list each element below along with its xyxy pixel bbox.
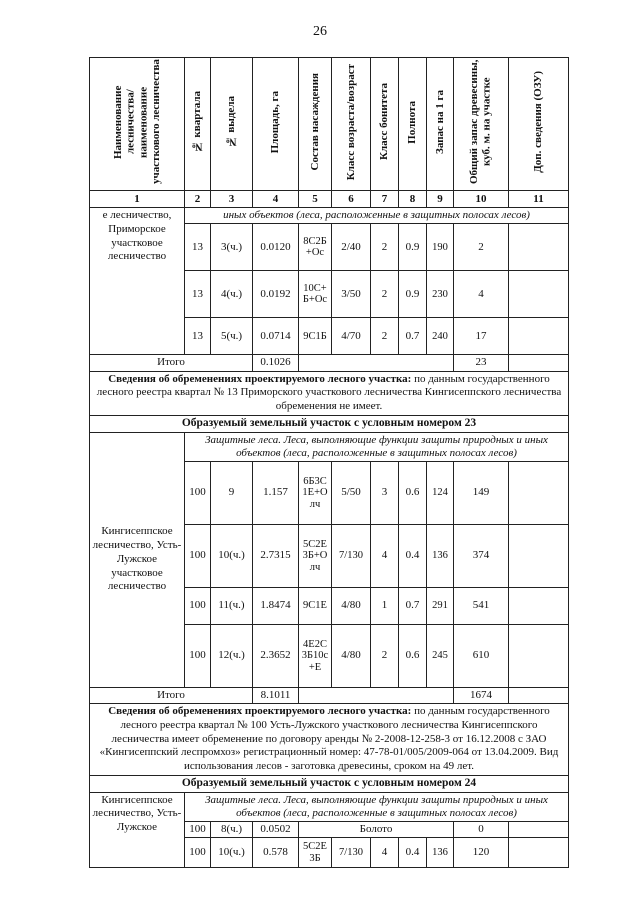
total-stock-cell: 541 [454, 587, 509, 624]
quarter-cell: 13 [185, 271, 211, 318]
total-stock-cell: 2 [454, 224, 509, 271]
bonitet-cell: 1 [371, 587, 399, 624]
density-cell: 0.4 [399, 838, 427, 868]
quarter-cell: 13 [185, 318, 211, 355]
plot-cell: 4(ч.) [211, 271, 253, 318]
age-cell: 3/50 [332, 271, 371, 318]
forestry-name: Кингисеппское лесничество, Усть-Лужское [90, 792, 185, 868]
col-num: 10 [454, 191, 509, 208]
extra-info-cell [509, 271, 569, 318]
header-quarter: № квартала [185, 58, 211, 191]
col-num: 2 [185, 191, 211, 208]
total-stock-cell: 4 [454, 271, 509, 318]
bonitet-cell: 2 [371, 224, 399, 271]
empty-cell [509, 355, 569, 371]
col-num: 7 [371, 191, 399, 208]
plot-cell: 10(ч.) [211, 838, 253, 868]
area-cell: 0.0120 [253, 224, 299, 271]
column-number-row [90, 191, 569, 208]
extra-info-cell [509, 838, 569, 868]
col-num: 9 [427, 191, 454, 208]
encumbrance-row [90, 371, 569, 415]
density-cell: 0.9 [399, 224, 427, 271]
age-cell: 4/80 [332, 624, 371, 687]
header-total-stock: Общий запас древесины, куб. м. на участке [454, 58, 509, 191]
empty-cell [509, 687, 569, 703]
header-area: Площадь, га [253, 58, 299, 191]
col-num: 6 [332, 191, 371, 208]
composition-cell: 9С1Е [299, 587, 332, 624]
plot-cell: 5(ч.) [211, 318, 253, 355]
section-title: Образуемый земельный участок с условным номером 24 [90, 775, 569, 792]
plot-cell: 12(ч.) [211, 624, 253, 687]
header-row [90, 58, 569, 191]
total-stock-cell: 0 [454, 822, 509, 838]
col-num: 4 [253, 191, 299, 208]
composition-cell: 8С2Б+Ос [299, 224, 332, 271]
bonitet-cell: 3 [371, 461, 399, 524]
composition-cell: 9С1Б [299, 318, 332, 355]
header-density: Полнота [399, 58, 427, 191]
plot-cell: 11(ч.) [211, 587, 253, 624]
encumbrance-row [90, 704, 569, 776]
quarter-cell: 100 [185, 624, 211, 687]
area-cell: 1.157 [253, 461, 299, 524]
total-area: 0.1026 [253, 355, 299, 371]
density-cell: 0.9 [399, 271, 427, 318]
age-cell: 2/40 [332, 224, 371, 271]
area-cell: 0.0714 [253, 318, 299, 355]
area-cell: 0.0502 [253, 822, 299, 838]
bonitet-cell: 2 [371, 624, 399, 687]
composition-cell: 4Е2С3Б10с+Е [299, 624, 332, 687]
forestry-name: е лесничество, Приморское участковое лесничество [90, 208, 185, 355]
col-num: 1 [90, 191, 185, 208]
table-row [90, 432, 569, 461]
area-cell: 0.578 [253, 838, 299, 868]
section-title-row [90, 415, 569, 432]
total-label: Итого [90, 687, 253, 703]
density-cell: 0.7 [399, 587, 427, 624]
extra-info-cell [509, 822, 569, 838]
area-cell: 2.7315 [253, 524, 299, 587]
header-composition: Состав насаждения [299, 58, 332, 191]
header-bonitet: Класс бонитета [371, 58, 399, 191]
total-stock-cell: 17 [454, 318, 509, 355]
header-extra-info: Доп. сведения (ОЗУ) [509, 58, 569, 191]
plot-cell: 9 [211, 461, 253, 524]
stock-per-ha-cell: 245 [427, 624, 454, 687]
age-cell: 5/50 [332, 461, 371, 524]
age-cell: 4/70 [332, 318, 371, 355]
stock-per-ha-cell: 240 [427, 318, 454, 355]
quarter-cell: 100 [185, 822, 211, 838]
plot-cell: 8(ч.) [211, 822, 253, 838]
col-num: 8 [399, 191, 427, 208]
section-title: Образуемый земельный участок с условным номером 23 [90, 415, 569, 432]
empty-cell [299, 355, 454, 371]
quarter-cell: 100 [185, 587, 211, 624]
extra-info-cell [509, 524, 569, 587]
table-row [90, 208, 569, 224]
density-cell: 0.4 [399, 524, 427, 587]
encumbrance-info: Сведения об обременениях проектируемого лесного участка: по данным государственного лесного реестра квартал № 100 Усть-Лужского участкового лесничества Кингисеппского лесничества имеет обременение по договору аренды № 2-2008-12-258-3 от 16.12.2008 с ЗАО «Кингисеппский леспромхоз» регистрационный номер: 47-78-01/005/2009-064 от 13.04.2009. Вид использования лесов - заготовка древесины, сроком на 49 лет. [90, 704, 569, 776]
stock-per-ha-cell: 124 [427, 461, 454, 524]
forestry-name: Кингисеппское лесничество, Усть-Лужское участковое лесничество [90, 432, 185, 687]
header-plot: № выдела [211, 58, 253, 191]
bonitet-cell: 2 [371, 318, 399, 355]
total-row [90, 355, 569, 371]
protection-category: Защитные леса. Леса, выполняющие функции защиты природных и иных объектов (леса, расположенные в защитных полосах лесов) [185, 792, 569, 821]
age-cell: 7/130 [332, 838, 371, 868]
total-stock-cell: 610 [454, 624, 509, 687]
land-type-cell: Болото [299, 822, 454, 838]
area-cell: 1.8474 [253, 587, 299, 624]
total-volume: 23 [454, 355, 509, 371]
quarter-cell: 100 [185, 461, 211, 524]
plot-cell: 3(ч.) [211, 224, 253, 271]
header-stock-per-ha: Запас на 1 га [427, 58, 454, 191]
density-cell: 0.6 [399, 624, 427, 687]
col-num: 11 [509, 191, 569, 208]
stock-per-ha-cell: 190 [427, 224, 454, 271]
encumbrance-info: Сведения об обременениях проектируемого лесного участка: по данным государственного лесного реестра квартал № 13 Приморского участкового лесничества Кингисеппского лесничества обременения не имеет. [90, 371, 569, 415]
stock-per-ha-cell: 136 [427, 838, 454, 868]
forest-plots-table [89, 57, 569, 868]
composition-cell: 5С2Е3Б [299, 838, 332, 868]
extra-info-cell [509, 624, 569, 687]
bonitet-cell: 4 [371, 524, 399, 587]
stock-per-ha-cell: 291 [427, 587, 454, 624]
area-cell: 0.0192 [253, 271, 299, 318]
quarter-cell: 100 [185, 524, 211, 587]
header-age-class: Класс возраста/возраст [332, 58, 371, 191]
stock-per-ha-cell: 136 [427, 524, 454, 587]
total-area: 8.1011 [253, 687, 299, 703]
extra-info-cell [509, 318, 569, 355]
total-stock-cell: 120 [454, 838, 509, 868]
bonitet-cell: 2 [371, 271, 399, 318]
composition-cell: 6Б3С1Е+Олч [299, 461, 332, 524]
plot-cell: 10(ч.) [211, 524, 253, 587]
header-forestry: Наименование лесничества/ наименование участкового лесничества [90, 58, 185, 191]
empty-cell [299, 687, 454, 703]
age-cell: 4/80 [332, 587, 371, 624]
bonitet-cell: 4 [371, 838, 399, 868]
quarter-cell: 100 [185, 838, 211, 868]
area-cell: 2.3652 [253, 624, 299, 687]
stock-per-ha-cell: 230 [427, 271, 454, 318]
total-row [90, 687, 569, 703]
total-volume: 1674 [454, 687, 509, 703]
extra-info-cell [509, 461, 569, 524]
col-num: 5 [299, 191, 332, 208]
extra-info-cell [509, 587, 569, 624]
density-cell: 0.6 [399, 461, 427, 524]
extra-info-cell [509, 224, 569, 271]
col-num: 3 [211, 191, 253, 208]
protection-category: Защитные леса. Леса, выполняющие функции защиты природных и иных объектов (леса, расположенные в защитных полосах лесов) [185, 432, 569, 461]
total-stock-cell: 374 [454, 524, 509, 587]
quarter-cell: 13 [185, 224, 211, 271]
table-row [90, 792, 569, 821]
composition-cell: 5С2Е3Б+Олч [299, 524, 332, 587]
composition-cell: 10С+Б+Ос [299, 271, 332, 318]
section-title-row [90, 775, 569, 792]
page-number: 26 [313, 24, 327, 39]
age-cell: 7/130 [332, 524, 371, 587]
density-cell: 0.7 [399, 318, 427, 355]
total-label: Итого [90, 355, 253, 371]
protection-category: иных объектов (леса, расположенные в защитных полосах лесов) [185, 208, 569, 224]
total-stock-cell: 149 [454, 461, 509, 524]
